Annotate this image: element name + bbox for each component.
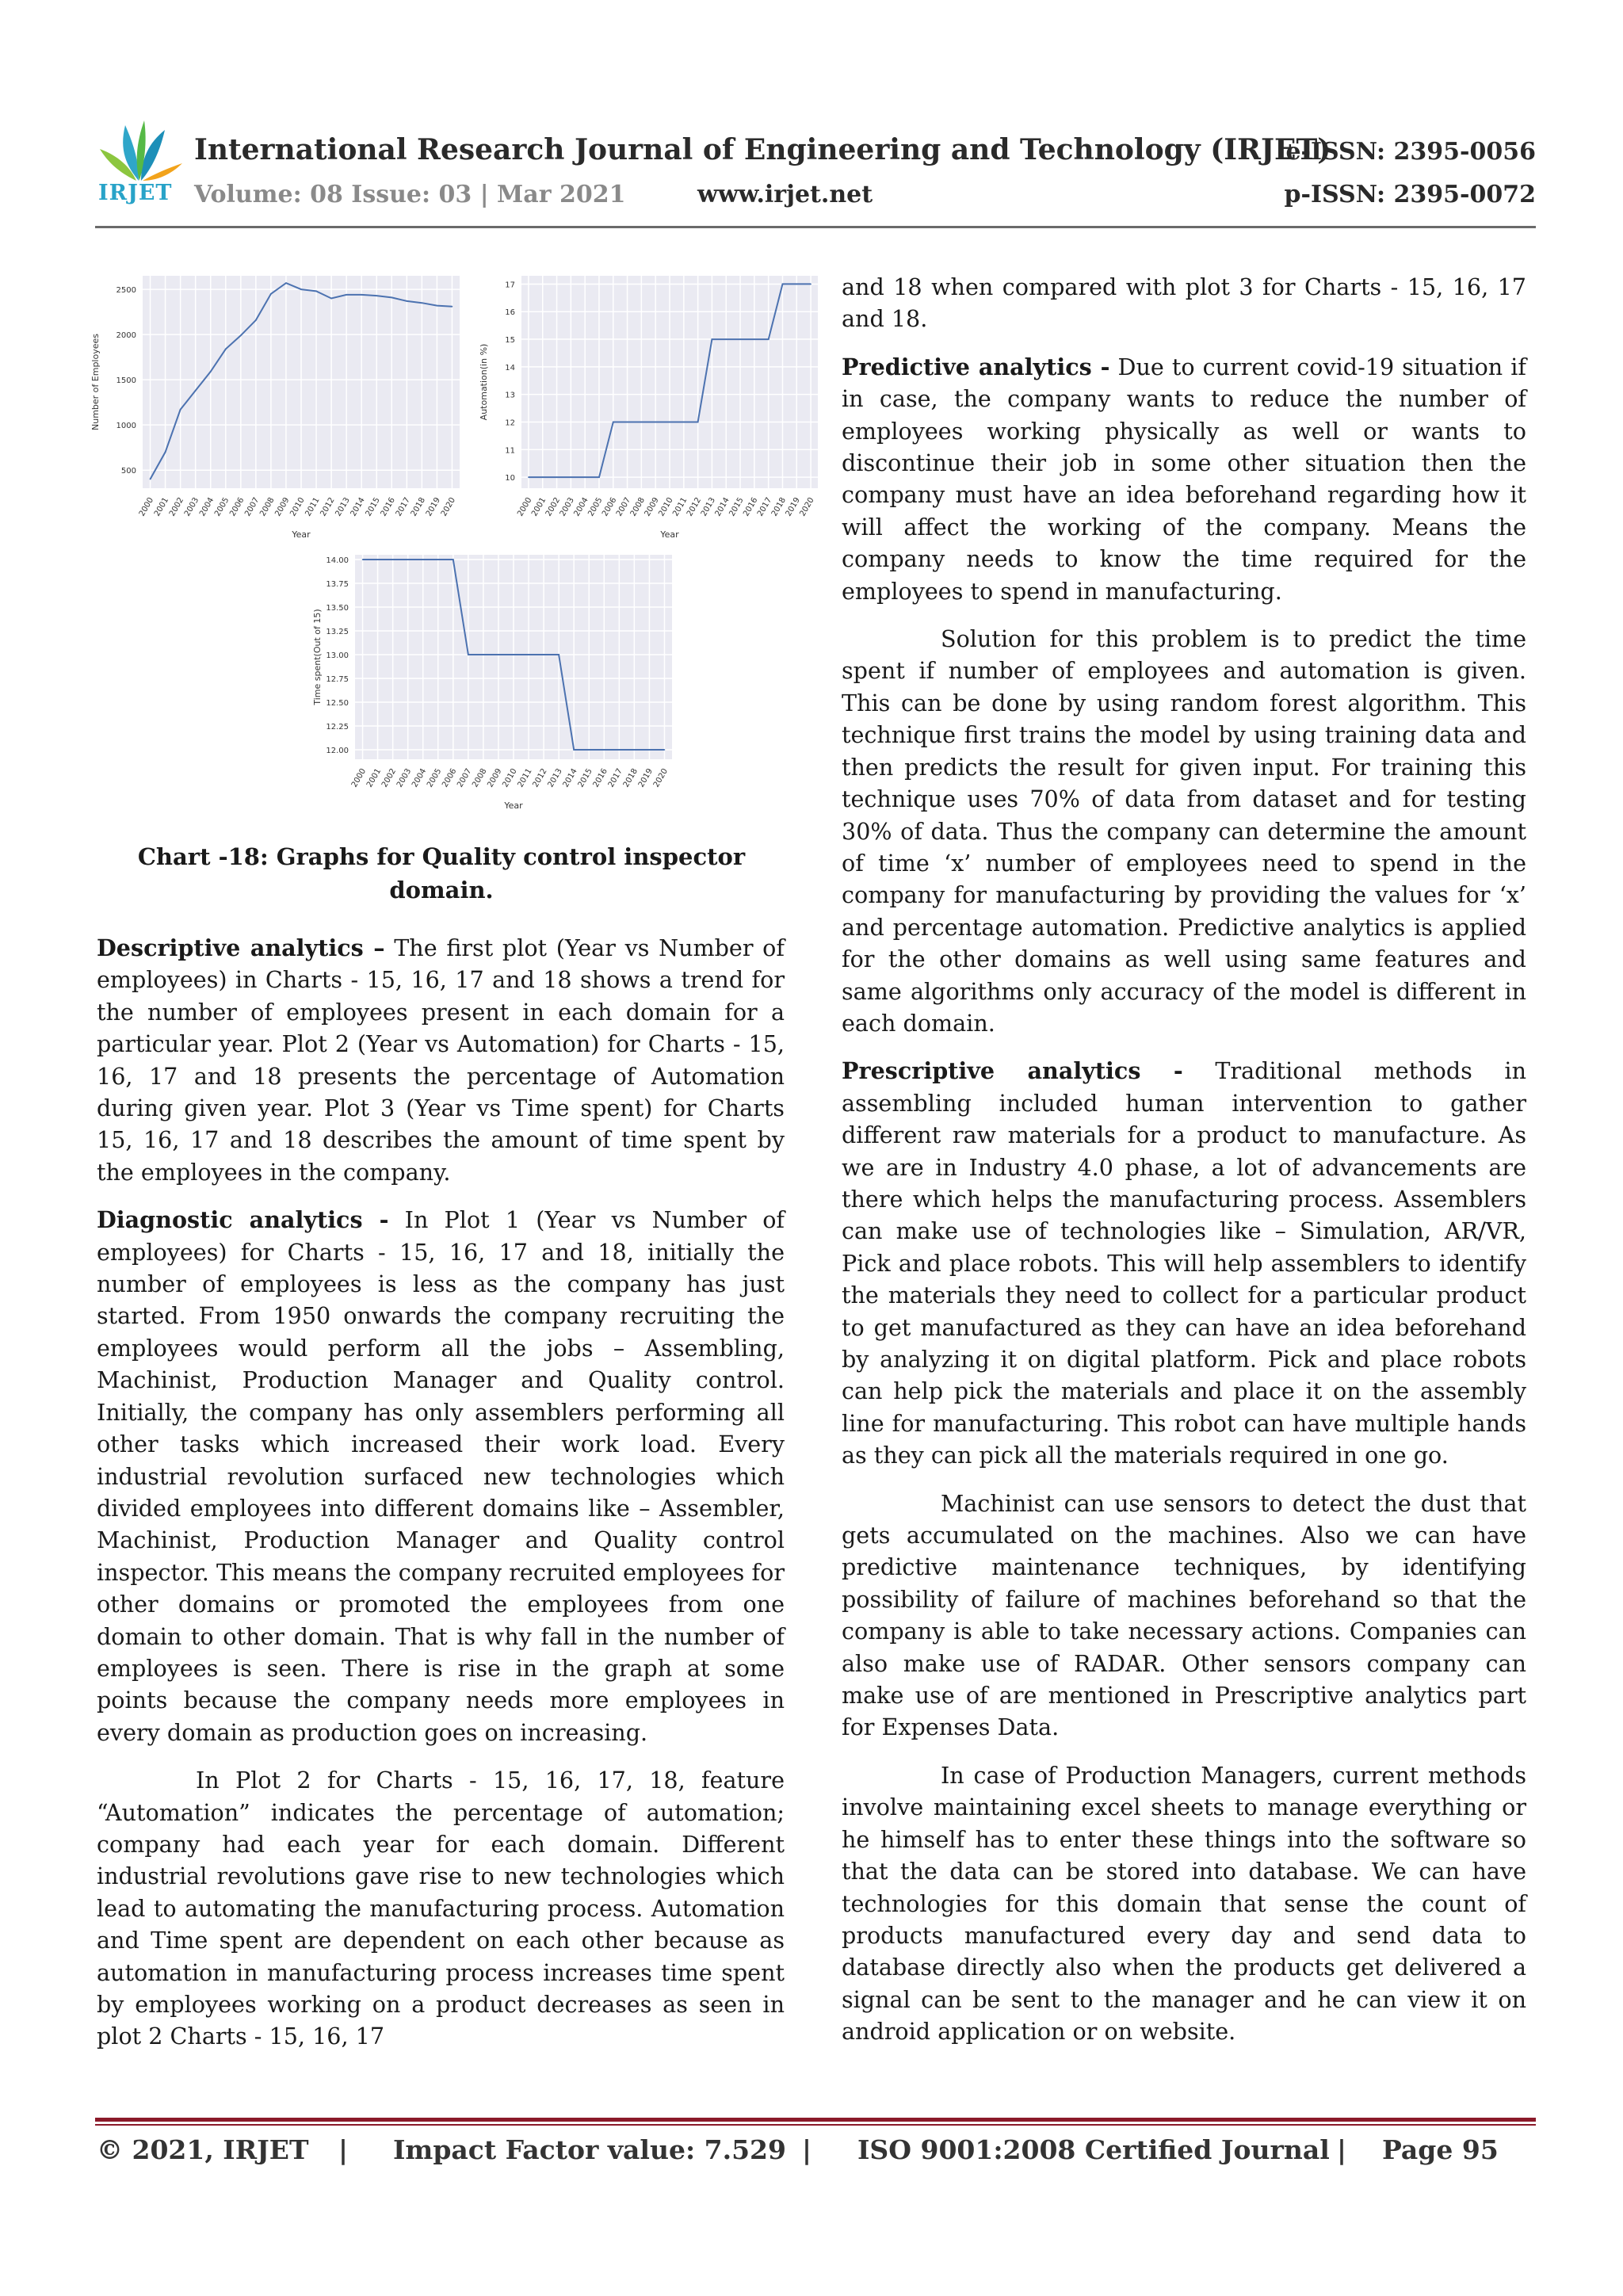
y-tick-label: 14 xyxy=(505,363,515,372)
y-axis-label: Number of Employees xyxy=(90,334,101,430)
data-point xyxy=(407,300,408,302)
page-footer xyxy=(97,2134,1536,2174)
data-point xyxy=(180,409,181,411)
data-point xyxy=(655,422,656,423)
chart-employees xyxy=(79,268,468,537)
data-point xyxy=(697,422,699,423)
journal-title: International Research Journal of Engineering and Technology (IRJET) xyxy=(194,133,1331,166)
x-tick-label: 2003 xyxy=(558,496,576,518)
chart-caption: Chart -18: Graphs for Quality control inspector domain. xyxy=(137,843,746,904)
prescriptive-analytics-paragraph xyxy=(842,1055,1526,1471)
x-tick-label: 2004 xyxy=(411,767,429,789)
data-point xyxy=(377,559,379,560)
predictive-analytics-text: Due to current covid-19 situation if in case, the company wants to reduce the number of employees working physically as well or wants to discontinue their job in some other situation then the company must have an idea beforehand regarding how it will affect the working of the company. Means the company needs to know the time required for the employees to spend in manufacturing. xyxy=(842,353,1526,605)
data-point xyxy=(362,559,364,560)
footer-copyright: © 2021, IRJET xyxy=(97,2134,309,2165)
y-tick-label: 12.25 xyxy=(326,723,349,732)
data-point xyxy=(498,654,499,655)
data-point xyxy=(683,422,685,423)
x-tick-label: 2017 xyxy=(606,767,624,789)
predictive-analytics-heading: Predictive analytics - xyxy=(842,353,1110,380)
x-tick-label: 2010 xyxy=(657,496,675,518)
x-tick-label: 2000 xyxy=(349,767,369,789)
y-tick-label: 1500 xyxy=(116,376,136,386)
x-tick-label: 2013 xyxy=(699,496,718,518)
data-point xyxy=(452,306,453,308)
x-tick-label: 2009 xyxy=(486,767,504,789)
volume-issue: Volume: 08 Issue: 03 | Mar 2021 xyxy=(194,181,626,208)
x-tick-label: 2020 xyxy=(439,496,458,518)
x-tick-label: 2015 xyxy=(576,767,594,789)
x-tick-label: 2000 xyxy=(516,496,534,518)
data-point xyxy=(613,422,614,423)
data-point xyxy=(483,654,484,655)
y-tick-label: 13.75 xyxy=(326,580,349,589)
y-axis-label: Time spent(Out of 15) xyxy=(312,609,323,705)
data-point xyxy=(782,284,784,285)
x-tick-label: 2018 xyxy=(409,496,427,518)
y-tick-label: 12.00 xyxy=(326,747,349,755)
footer-separator: | xyxy=(802,2134,812,2165)
y-tick-label: 2500 xyxy=(116,286,136,296)
x-tick-label: 2011 xyxy=(671,496,689,518)
y-tick-label: 13.25 xyxy=(326,628,349,636)
prescriptive-analytics-text: Traditional methods in assembling included human intervention to gather different raw materials for a product to manufacture. As we are in Industry 4.0 phase, a lot of advancements are there which helps the manufacturing process. Assemblers can make use of technologies like – Simulation, AR/VR, Pick and place robots. This will help assemblers to identify the materials they need to collect for a particular product to get manufactured as they can have an idea beforehand by analyzing it on digital platform. Pick and place robots can help pick the materials and place it on the assembly line for manufacturing. This robot can have multiple hands as they can pick all the materials required in one go. xyxy=(842,1057,1526,1469)
data-point xyxy=(598,476,600,478)
data-point xyxy=(391,297,392,299)
data-point xyxy=(270,293,272,295)
data-point xyxy=(376,295,377,296)
x-tick-label: 2007 xyxy=(614,496,633,518)
x-tick-label: 2015 xyxy=(364,496,382,518)
logo-leaves-icon xyxy=(95,119,186,182)
x-tick-label: 2007 xyxy=(456,767,474,789)
descriptive-analytics-heading: Descriptive analytics – xyxy=(97,934,385,961)
data-point xyxy=(634,749,636,751)
x-tick-label: 2009 xyxy=(273,496,292,518)
data-point xyxy=(768,338,769,340)
y-tick-label: 17 xyxy=(505,281,515,290)
data-point xyxy=(437,305,438,307)
x-tick-label: 2020 xyxy=(651,767,670,789)
x-tick-label: 2016 xyxy=(742,496,760,518)
y-tick-label: 13.50 xyxy=(326,604,349,613)
y-tick-label: 13 xyxy=(505,391,515,400)
x-tick-label: 2011 xyxy=(516,767,534,789)
employees-line-chart xyxy=(79,268,468,537)
x-tick-label: 2004 xyxy=(572,496,590,518)
data-point xyxy=(619,749,621,751)
x-tick-label: 2010 xyxy=(501,767,519,789)
automation-line-chart xyxy=(475,268,824,537)
x-tick-label: 2008 xyxy=(628,496,647,518)
data-point xyxy=(725,338,727,340)
y-tick-label: 11 xyxy=(505,446,515,456)
data-point xyxy=(361,294,362,296)
x-tick-label: 2003 xyxy=(183,496,201,518)
data-point xyxy=(513,654,514,655)
data-point xyxy=(571,476,572,478)
data-point xyxy=(392,559,394,560)
data-point xyxy=(528,654,529,655)
x-tick-label: 2012 xyxy=(319,496,337,518)
data-point xyxy=(627,422,628,423)
x-tick-label: 2008 xyxy=(258,496,277,518)
continuation-paragraph: and 18 when compared with plot 3 for Charts - 15, 16, 17 and 18. xyxy=(842,273,1526,333)
header-divider xyxy=(95,226,1536,228)
x-tick-label: 2005 xyxy=(586,496,605,518)
footer-rule-thin xyxy=(95,2124,1536,2126)
y-tick-label: 500 xyxy=(120,467,136,476)
solution-paragraph: Solution for this problem is to predict the time spent if number of employees and automation is given. This can be done by using random forest algorithm. This technique first trains the model by using training data and then predicts the result for given input. For training this technique uses 70% of data from dataset and for testing 30% of data. Thus the company can determine the amount of time ‘x’ number of employees need to spend in the company for manufacturing by providing the values for ‘x’ and percentage automation. Predictive analytics is applied for the other domains as well using same features and same algorithms only accuracy of the model is different in each domain. xyxy=(842,625,1526,1037)
diagnostic-analytics-paragraph xyxy=(97,1204,785,1748)
diagnostic-analytics-text: In Plot 1 (Year vs Number of employees) for Charts - 15, 16, 17 and 18, initially the number of employees is less as the company has just started. From 1950 onwards the company recruiting the employees would perform all the jobs – Assembling, Machinist, Production Manager and Quality control. Initially, the company has only assemblers performing all other tasks which increased their work load. Every industrial revolution surfaced new technologies which divided employees into different domains like – Assembler, Machinist, Production Manager and Quality control inspector. This means the company recruited employees for other domains or promoted the employees from one domain to other domain. That is why fall in the number of employees is seen. There is rise in the graph at some points because the company needs more employees in every domain as production goes on increasing. xyxy=(97,1206,785,1746)
x-tick-label: 2016 xyxy=(591,767,609,789)
data-point xyxy=(543,654,544,655)
x-tick-label: 2018 xyxy=(769,496,789,518)
x-tick-label: 2001 xyxy=(365,767,384,789)
data-point xyxy=(796,284,797,285)
x-tick-label: 2013 xyxy=(546,767,564,789)
x-tick-label: 2005 xyxy=(213,496,231,518)
data-point xyxy=(437,559,439,560)
x-tick-label: 2007 xyxy=(243,496,262,518)
data-point xyxy=(240,334,242,336)
journal-website[interactable]: www.irjet.net xyxy=(697,181,873,208)
data-point xyxy=(669,422,670,423)
data-point xyxy=(453,559,454,560)
chart-automation xyxy=(475,268,824,537)
data-point xyxy=(528,476,529,478)
y-tick-label: 12.75 xyxy=(326,675,349,684)
y-tick-label: 12 xyxy=(505,418,515,428)
y-tick-label: 10 xyxy=(505,474,515,483)
footer-impact-factor: Impact Factor value: 7.529 xyxy=(393,2134,786,2165)
data-point xyxy=(558,654,559,655)
data-point xyxy=(649,749,651,751)
x-tick-label: 2019 xyxy=(784,496,802,518)
footer-rule-thick xyxy=(95,2118,1536,2122)
x-tick-label: 2006 xyxy=(228,496,246,518)
prescriptive-analytics-heading: Prescriptive analytics - xyxy=(842,1057,1183,1085)
x-tick-label: 2008 xyxy=(471,767,489,789)
x-axis-label: Year xyxy=(660,529,679,537)
data-point xyxy=(542,476,544,478)
x-axis-label: Year xyxy=(292,529,311,537)
x-tick-label: 2009 xyxy=(643,496,661,518)
x-tick-label: 2002 xyxy=(544,496,563,518)
x-tick-label: 2012 xyxy=(685,496,704,518)
x-tick-label: 2002 xyxy=(167,496,186,518)
data-point xyxy=(285,282,287,284)
chart-time-spent xyxy=(301,547,682,808)
x-tick-label: 2006 xyxy=(601,496,619,518)
data-point xyxy=(739,338,741,340)
right-column xyxy=(842,271,1526,2064)
data-point xyxy=(407,559,409,560)
x-tick-label: 2018 xyxy=(621,767,640,789)
x-tick-label: 2019 xyxy=(424,496,443,518)
data-point xyxy=(468,654,469,655)
x-tick-label: 2013 xyxy=(334,496,352,518)
data-point xyxy=(603,749,605,751)
x-tick-label: 2000 xyxy=(137,496,156,518)
footer-separator: | xyxy=(338,2134,349,2165)
x-tick-label: 2003 xyxy=(395,767,414,789)
data-point xyxy=(573,749,575,751)
x-axis-label: Year xyxy=(504,800,523,808)
machinist-paragraph: Machinist can use sensors to detect the dust that gets accumulated on the machines. Also we can have predictive maintenance techniques, by identifying possibility of failure of machines beforehand so that the company is able to take necessary actions. Companies can also make use of RADAR. Other sensors company can make use of are mentioned in Prescriptive analytics part for Expenses Data. xyxy=(842,1489,1526,1741)
diagnostic-analytics-heading: Diagnostic analytics - xyxy=(97,1206,389,1234)
data-point xyxy=(810,284,812,285)
x-tick-label: 2020 xyxy=(798,496,816,518)
x-tick-label: 2002 xyxy=(380,767,399,789)
footer-page-number: Page 95 xyxy=(1382,2134,1499,2165)
irjet-logo xyxy=(95,119,186,212)
y-tick-label: 12.50 xyxy=(326,699,349,708)
logo-text: IRJET xyxy=(98,181,173,205)
left-column xyxy=(97,932,785,2069)
y-tick-label: 14.00 xyxy=(326,556,349,565)
x-tick-label: 2014 xyxy=(713,496,731,518)
descriptive-analytics-paragraph xyxy=(97,932,785,1188)
page-header xyxy=(95,119,1536,230)
x-tick-label: 2019 xyxy=(636,767,655,789)
data-point xyxy=(422,302,423,304)
data-point xyxy=(584,476,586,478)
data-point xyxy=(210,371,212,372)
p-issn: p-ISSN: 2395-0072 xyxy=(1284,181,1536,208)
data-point xyxy=(641,422,643,423)
predictive-analytics-paragraph xyxy=(842,351,1526,607)
x-tick-label: 2014 xyxy=(561,767,579,789)
x-tick-label: 2010 xyxy=(288,496,307,518)
data-point xyxy=(664,749,666,751)
x-tick-label: 2016 xyxy=(379,496,397,518)
x-tick-label: 2014 xyxy=(349,496,367,518)
production-managers-paragraph: In case of Production Managers, current methods involve maintaining excel sheets to manage everything or he himself has to enter these things into the software so that the data can be stored into database. We can have technologies for this domain that sense the count of products manufactured every day and send data to database directly also when the products get delivered a signal can be sent to the manager and he can view it on android application or on website. xyxy=(842,1761,1526,2046)
data-point xyxy=(300,288,302,290)
x-tick-label: 2017 xyxy=(394,496,412,518)
x-tick-label: 2001 xyxy=(530,496,548,518)
data-point xyxy=(195,390,197,392)
x-tick-label: 2005 xyxy=(426,767,444,789)
y-tick-label: 15 xyxy=(505,336,515,346)
x-tick-label: 2015 xyxy=(727,496,746,518)
e-issn: e-ISSN: 2395-0056 xyxy=(1285,138,1536,166)
data-point xyxy=(556,476,558,478)
data-point xyxy=(422,559,424,560)
x-tick-label: 2001 xyxy=(152,496,171,518)
footer-iso: ISO 9001:2008 Certified Journal xyxy=(857,2134,1330,2165)
data-point xyxy=(255,319,257,321)
y-tick-label: 1000 xyxy=(116,422,136,431)
x-tick-label: 2017 xyxy=(756,496,774,518)
x-tick-label: 2004 xyxy=(198,496,216,518)
data-point xyxy=(712,338,713,340)
descriptive-analytics-text: The first plot (Year vs Number of employees) in Charts - 15, 16, 17 and 18 shows a trend for the number of employees present in each domain for a particular year. Plot 2 (Year vs Automation) for Charts - 15, 16, 17 and 18 presents the percentage of Automation during given year. Plot 3 (Year vs Time spent) for Charts 15, 16, 17 and 18 describes the amount of time spent by the employees in the company. xyxy=(97,934,785,1186)
x-tick-label: 2012 xyxy=(531,767,549,789)
x-tick-label: 2006 xyxy=(441,767,459,789)
data-point xyxy=(225,349,227,350)
y-tick-label: 2000 xyxy=(116,331,136,341)
data-point xyxy=(165,452,166,453)
x-tick-label: 2011 xyxy=(304,496,322,518)
data-point xyxy=(150,479,151,480)
data-point xyxy=(330,298,332,300)
time-spent-line-chart xyxy=(301,547,682,808)
data-point xyxy=(754,338,755,340)
y-tick-label: 16 xyxy=(505,308,515,318)
plot2-paragraph: In Plot 2 for Charts - 15, 16, 17, 18, feature “Automation” indicates the percentage of automation; company had each year for each domain. Different industrial revolutions gave rise to new technologies which lead to automating the manufacturing process. Automation and Time spent are dependent on each other because as automation in manufacturing process increases time spent by employees working on a product decreases as seen in plot 2 Charts - 15, 16, 17 xyxy=(97,1767,785,2050)
data-point xyxy=(346,294,347,296)
y-tick-label: 13.00 xyxy=(326,651,349,660)
y-axis-label: Automation(in %) xyxy=(479,343,489,421)
footer-separator: | xyxy=(1337,2134,1347,2165)
data-point xyxy=(588,749,590,751)
data-point xyxy=(315,291,317,292)
